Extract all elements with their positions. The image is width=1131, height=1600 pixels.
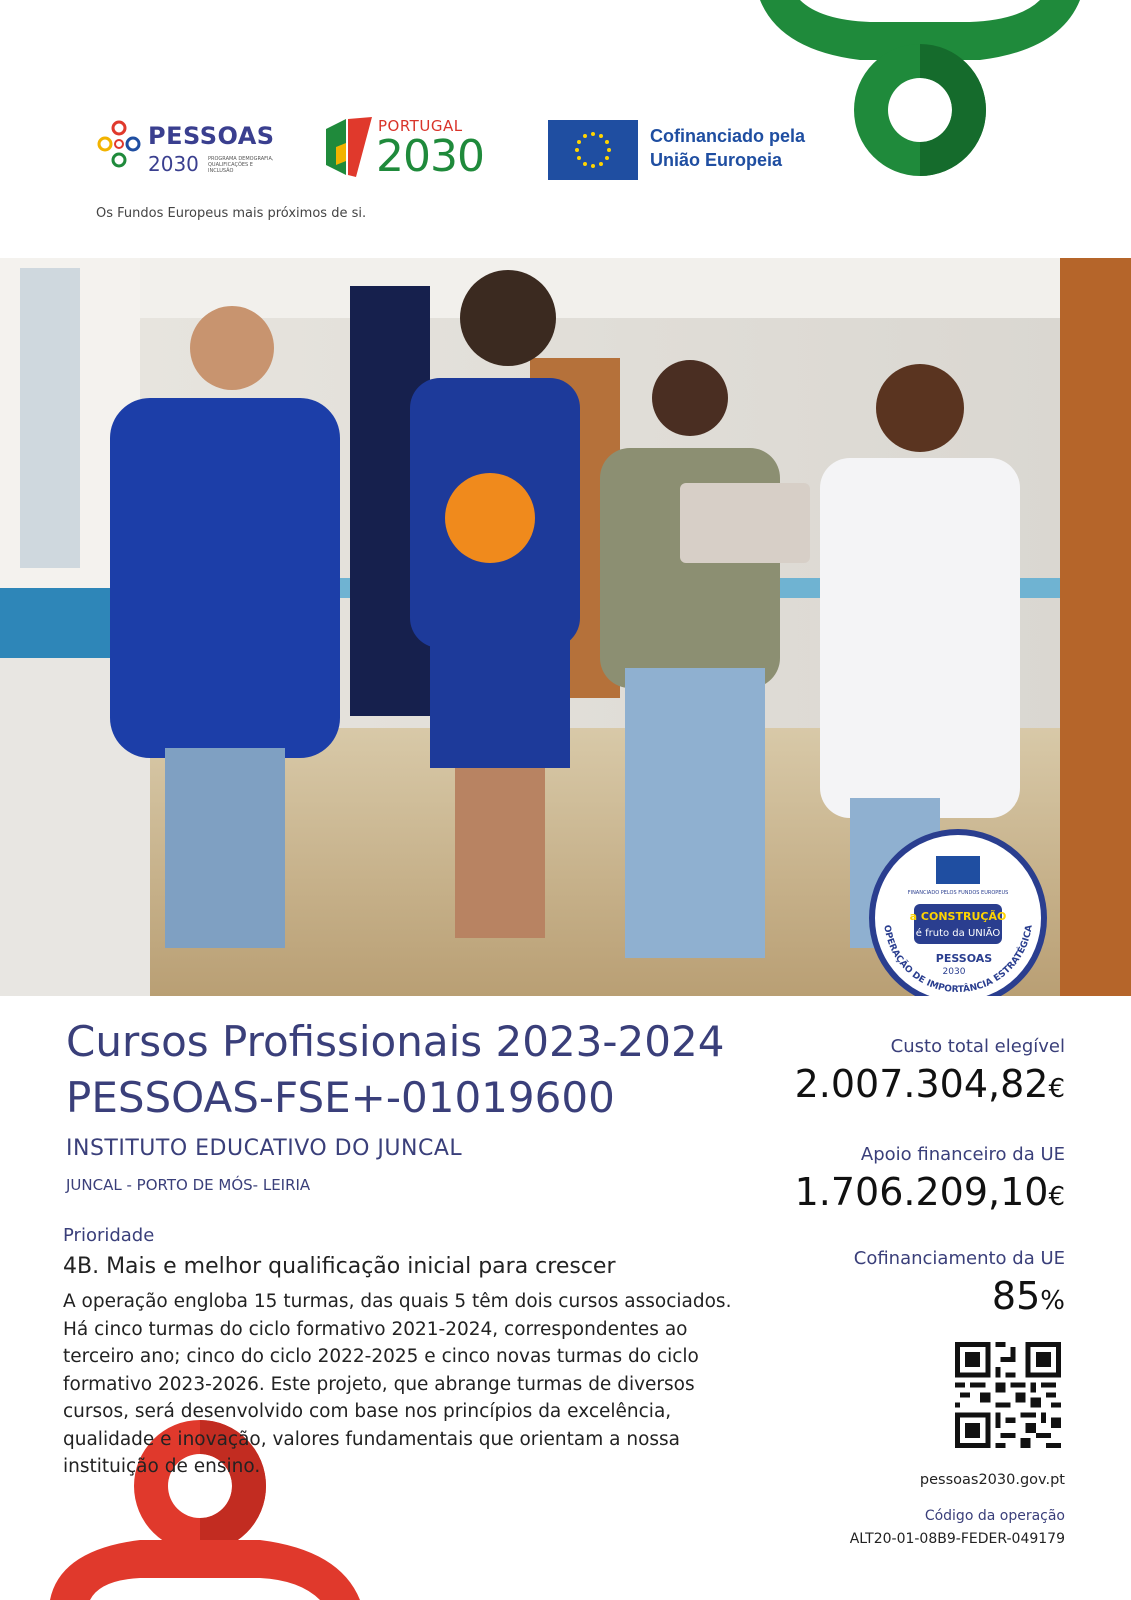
title-line2: PESSOAS-FSE+-01019600 — [66, 1073, 615, 1122]
pessoas-2030-logo — [96, 118, 276, 180]
pessoas-logo-year: 2030 — [148, 152, 199, 176]
pessoas-logo-subtitle: PROGRAMA DEMOGRAFIA, QUALIFICAÇÕES E INCLUSÃO — [208, 156, 274, 174]
eu-cofinanced-text — [650, 124, 805, 172]
eu-cofinancing-label: Cofinanciamento da UE — [853, 1248, 1065, 1269]
qr-code-icon — [955, 1342, 1061, 1448]
green-decorative-shape — [760, 0, 1080, 180]
website-link[interactable]: pessoas2030.gov.pt — [919, 1472, 1065, 1488]
badge-arc-text: OPERAÇÃO DE IMPORTÂNCIA ESTRATÉGICA — [881, 924, 1035, 996]
badge-logo-name: PESSOAS — [935, 952, 993, 965]
eu-cofinancing-amount — [992, 1274, 1065, 1318]
eu-cofinancing-value: 85 — [991, 1274, 1041, 1318]
total-cost-label: Custo total elegível — [890, 1036, 1065, 1057]
operation-code-label: Código da operação — [924, 1508, 1065, 1524]
portugal-flag-icon — [326, 117, 374, 179]
page-title — [66, 1014, 724, 1126]
priority-label: Prioridade — [63, 1225, 155, 1246]
badge-logo-year: 2030 — [942, 967, 966, 977]
institute-location: JUNCAL - PORTO DE MÓS- LEIRIA — [66, 1176, 311, 1194]
eu-text-line1: Cofinanciado pela — [650, 126, 806, 146]
portugal-logo-year: 2030 — [376, 131, 484, 182]
eu-text-line2: União Europeia — [650, 150, 783, 170]
title-line1: Cursos Profissionais 2023-2024 — [66, 1017, 725, 1066]
eu-cofinancing-percent: % — [1040, 1286, 1065, 1316]
students-hallway-photo — [0, 258, 1131, 996]
portugal-2030-logo — [326, 115, 501, 185]
strategic-operation-badge — [872, 832, 1044, 996]
operation-code: ALT20-01-08B9-FEDER-049179 — [849, 1531, 1065, 1547]
eu-support-label: Apoio financeiro da UE — [860, 1144, 1065, 1165]
eu-support-value: 1.706.209,10 — [794, 1170, 1049, 1214]
eu-support-currency: € — [1048, 1182, 1065, 1212]
eu-flag-icon — [548, 120, 638, 180]
operation-description: A operação engloba 15 turmas, das quais 5 têm dois cursos associados. Há cinco turmas do ciclo formativo 2021-2024, correspondentes ao terceiro ano; cinco do ciclo 2022-2025 e cinco novas turmas do ciclo formativo 2023-2026. Este projeto, que abrange turmas de diversos cursos, será desenvolvido com base nos princípios da excelência, qualidade e inovação, valores fundamentais que orientam a nossa instituição de ensino. — [63, 1291, 732, 1477]
pessoas-logo-name: PESSOAS — [148, 122, 275, 150]
institute-name: INSTITUTO EDUCATIVO DO JUNCAL — [66, 1136, 463, 1161]
badge-line1: a CONSTRUÇÃO — [909, 910, 1007, 923]
pessoas-symbol-icon — [96, 118, 142, 178]
total-cost-value: 2.007.304,82 — [794, 1062, 1049, 1106]
total-cost-currency: € — [1048, 1074, 1065, 1104]
eu-support-amount — [795, 1170, 1065, 1214]
tagline: Os Fundos Europeus mais próximos de si. — [96, 206, 367, 221]
badge-top-text: FINANCIADO PELOS FUNDOS EUROPEUS — [907, 890, 1009, 896]
total-cost-amount — [795, 1062, 1065, 1106]
priority-value: 4B. Mais e melhor qualificação inicial para crescer — [63, 1254, 616, 1279]
badge-line2: é fruto da UNIÃO — [915, 928, 1001, 939]
portugal-logo-label: PORTUGAL — [378, 117, 463, 135]
